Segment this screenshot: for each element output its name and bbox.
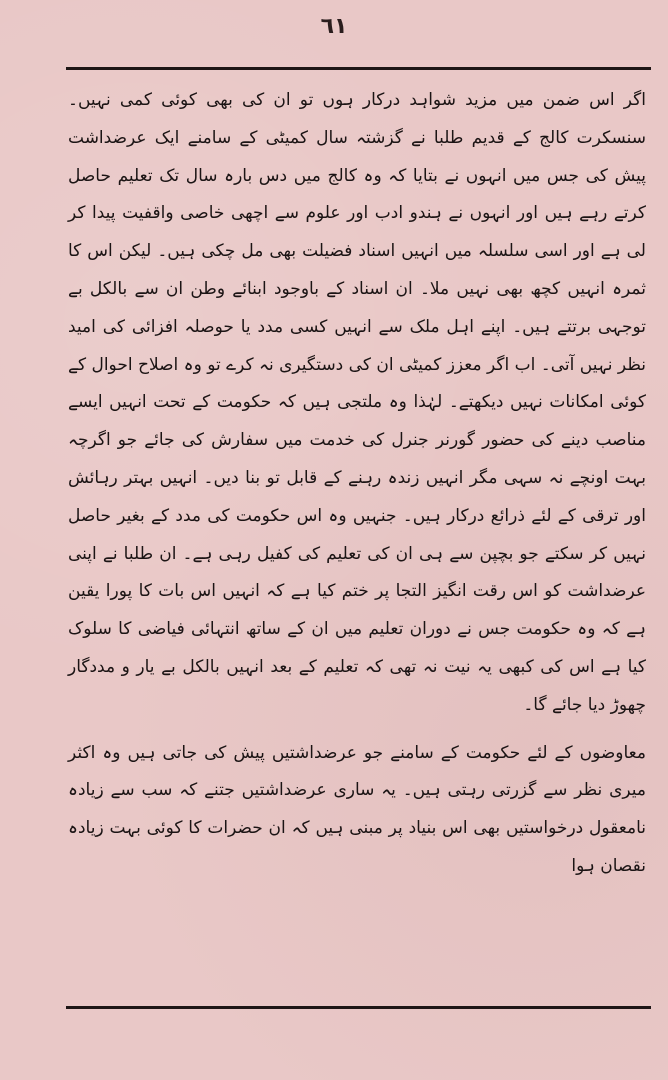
paragraph-1 [68,82,646,725]
paragraph-2-text: معاوضوں کے لئے حکومت کے سامنے جو عرضداشتیں پیش کی جاتی ہیں وہ اکثر میری نظر سے گزرتی رہتی ہیں۔ یہ ساری عرضداشتیں جتنے کہ سب سے زیادہ نامعقول درخواستیں بھی اس بنیاد پر مبنی ہیں کہ ان حضرات کا کوئی بہت زیادہ نقصان ہوا [68,742,646,876]
page-number: ٦١ [320,14,348,39]
paragraph-2 [68,735,646,886]
top-rule [66,67,651,70]
body-text [68,82,646,1002]
bottom-rule [66,1006,651,1009]
paragraph-1-text: اگر اس ضمن میں مزید شواہد درکار ہوں تو ان کی بھی کوئی کمی نہیں۔ سنسکرت کالج کے قدیم طلبا نے گزشتہ سال کمیٹی کے سامنے ایک عرضداشت پیش کی جس میں انہوں نے بتایا کہ وہ کالج میں دس بارہ سال تک تعلیم حاصل کرتے رہے ہیں اور انہوں نے ہندو ادب اور علوم سے اچھی خاصی واقفیت پیدا کر لی ہے اور اسی سلسلہ میں انہیں اسناد فضیلت بھی مل چکی ہیں۔ لیکن اس کا ثمرہ انہیں کچھ بھی نہیں ملا۔ ان اسناد کے باوجود ابنائے وطن ان سے بالکل بے توجہی برتتے ہیں۔ اپنے اہل ملک سے انہیں کسی مدد یا حوصلہ افزائی کی امید نظر نہیں آتی۔ اب اگر معزز کمیٹی ان کی دستگیری نہ کرے تو وہ اصلاح احوال کے کوئی امکانات نہیں دیکھتے۔ لہٰذا وہ ملتجی ہیں کہ حکومت کے تحت انہیں ایسے مناصب دینے کی حضور گورنر جنرل کی خدمت میں سفارش کی جائے جو اگرچہ بہت اونچے نہ سہی مگر انہیں زندہ رہنے کے قابل تو بنا دیں۔ انہیں بہتر رہائش اور ترقی کے لئے ذرائع درکار ہیں۔ جنہیں وہ اس حکومت کی مدد کے بغیر حاصل نہیں کر سکتے جو بچپن سے ہی ان کی تعلیم کی کفیل رہی ہے۔ ان طلبا نے اپنی عرضداشت کو اس رقت انگیز التجا پر ختم کیا ہے کہ انہیں اس بات کا پورا یقین ہے کہ وہ حکومت جس نے دوران تعلیم میں ان کے ساتھ انتہائی فیاضی کا سلوک کیا ہے اس کی کبھی یہ نیت نہ تھی کہ تعلیم کے بعد انہیں بالکل بے یار و مددگار چھوڑ دیا جائے گا۔ [68,90,646,715]
